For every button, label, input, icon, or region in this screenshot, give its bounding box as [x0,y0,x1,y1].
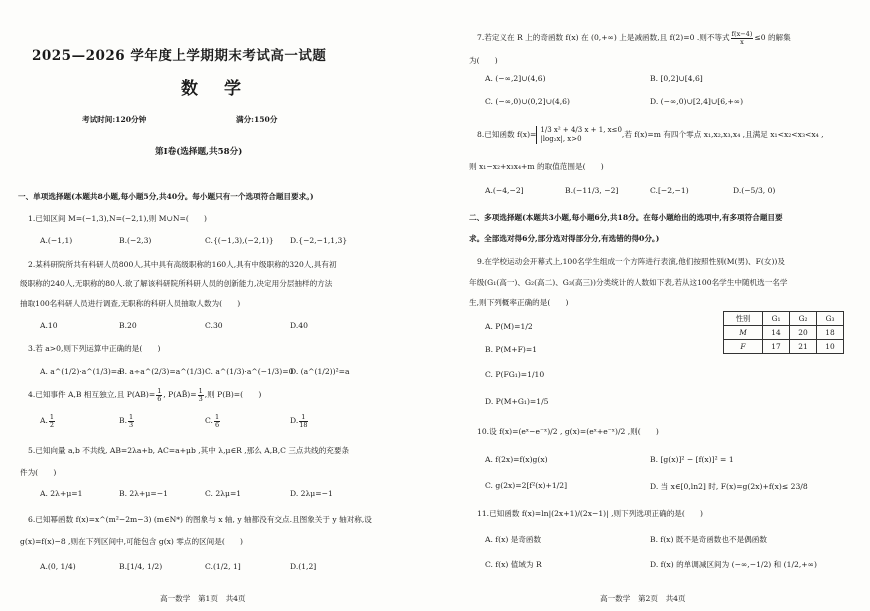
q4-frac-1 [156,388,162,402]
table-cell: F [724,340,763,354]
q4-frac-1-num: 1 [157,387,162,395]
q9-table [723,311,844,354]
q4-b-frac [128,414,134,428]
q10-option-b: B. [g(x)]² − [f(x)]² = 1 [650,455,734,464]
q6-option-b: B.[1/4, 1/2) [119,562,163,571]
q2-option-a: A.10 [40,321,58,330]
table-header-cell: G₃ [817,312,844,326]
q8-option-d: D.(−5/3, 0) [733,186,776,195]
q4-d-num: 1 [299,414,307,422]
q2-line3: 抽取100名科研人员进行调查,无职称的科研人员抽取人数为( ) [20,299,241,308]
q4-b-num: 1 [129,413,134,421]
q8-option-b: B.(−11/3, −2] [565,186,619,195]
page-2 [435,0,870,611]
exam-time: 考试时间:120分钟 [82,115,147,124]
q10-stem: 10.设 f(x)=(eˣ−e⁻ˣ)/2 , g(x)=(eˣ+e⁻ˣ)/2 ,则( ) [477,427,659,436]
q6-option-d: D.(1,2] [290,562,317,571]
table-cell: 14 [763,326,790,340]
q4-option-b [119,414,135,428]
table-cell: 21 [790,340,817,354]
q8-line1 [477,126,824,144]
q1-option-a: A.(−1,1) [40,236,73,245]
q9-line3: 生,则下列概率正确的是( ) [469,298,569,307]
q4-option-d [290,414,309,428]
q7-line1-text: 7.若定义在 R 上的奇函数 f(x) 在 (0,+∞) 上是减函数,且 f(2)=0 .则不等式 [477,33,730,42]
q9-option-d: D. P(M+G₁)=1/5 [485,397,549,406]
q7-ineq-frac [731,31,754,45]
q3-option-d: D. (a^(1/2))²=a [290,367,350,376]
q3-stem: 3.若 a>0,则下列运算中正确的是( ) [28,344,161,353]
table-header-cell: G₂ [790,312,817,326]
q3-option-c: C. a^(1/3)·a^(−1/3)=0 [205,367,294,376]
page-1-footer: 高一数学 第1页 共4页 [160,594,246,603]
q3-option-b: B. a÷a^(2/3)=a^(1/3) [119,367,205,376]
q8-piece-2: |log₂x|, x>0 [540,135,582,144]
q5-option-c: C. 2λμ=1 [205,489,242,498]
q4-c-label: C. [205,416,213,425]
q7-line2: 为( ) [469,56,498,65]
q8-option-a: A.(−4,−2] [485,186,524,195]
q7-ineq-den: x [740,37,744,46]
q8-tail: ,若 f(x)=m 有四个零点 x₁,x₂,x₃,x₄ ,且满足 x₁<x₂<x₃<x₄ , [621,130,824,140]
q7-option-a: A. (−∞,2]∪(4,6) [485,74,546,83]
table-cell: 17 [763,340,790,354]
q4-stem [28,388,261,402]
table-cell: 20 [790,326,817,340]
q4-frac-2-num: 1 [198,387,203,395]
q8-option-c: C.[−2,−1) [650,186,689,195]
q4-d-label: D. [290,416,299,425]
page-2-footer: 高一数学 第2页 共4页 [600,594,686,603]
q9-option-a: A. P(M)=1/2 [485,322,533,331]
table-cell: M [724,326,763,340]
q2-option-d: D.40 [290,321,308,330]
q1-stem: 1.已知区间 M=(−1,3),N=(−2,1),则 M∪N=( ) [28,214,208,223]
q4-d-den: 18 [299,420,308,429]
q3-option-a: A. a^(1/2)·a^(1/3)=a [40,367,122,376]
q5-option-a: A. 2λ+μ=1 [40,489,83,498]
q5-line1: 5.已知向量 a,b 不共线, AB=2λa+b, AC=a+μb ,其中 λ,μ∈R ,那么 A,B,C 三点共线的充要条 [28,446,350,455]
q7-option-d: D. (−∞,0)∪[2,4]∪[6,+∞) [650,97,744,106]
q7-ineq-tail: ≤0 的解集 [754,33,791,42]
q8-piecewise [536,126,621,144]
q4-stem-text: 4.已知事件 A,B 相互独立,且 P(AB)= [28,390,156,399]
table-cell: 18 [817,326,844,340]
q11-option-b: B. f(x) 既不是奇函数也不是偶函数 [650,535,767,544]
section-two-heading-line1: 二、多项选择题(本题共3小题,每小题6分,共18分。在每小题给出的选项中,有多项符合题目要 [469,213,783,222]
q2-line2: 级职称的240人,无职称的80人.欲了解该科研院所科研人员的创新能力,决定用分层抽样的方法 [20,279,333,288]
q4-frac-2-den: 3 [198,394,203,403]
table-header-row [724,312,844,326]
q4-b-label: B. [119,416,127,425]
q4-stem-end: ,则 P(B)=( ) [204,390,262,399]
q9-line2: 年级(G₁(高一)、G₂(高二)、G₃(高三))分类统计的人数如下表,若从这100名学生中随机选一名学 [469,278,788,287]
q6-option-a: A.(0, 1/4) [40,562,76,571]
q11-option-c: C. f(x) 值域为 R [485,560,542,569]
q8-lead: 8.已知函数 f(x)= [477,130,537,140]
q11-option-a: A. f(x) 是奇函数 [485,535,542,544]
q11-stem: 11.已知函数 f(x)=ln|(2x+1)/(2x−1)| ,则下列选项正确的是( ) [477,509,703,518]
q4-a-frac [49,414,55,428]
q4-c-frac [214,414,220,428]
exam-subject: 数学 [181,79,267,99]
q8-piece-1: 1/3 x² + 4/3 x + 1, x≤0 [540,126,622,134]
q2-option-c: C.30 [205,321,223,330]
q4-c-num: 1 [214,413,220,421]
table-header-cell: G₁ [763,312,790,326]
q5-option-d: D. 2λμ=−1 [290,489,333,498]
q4-d-frac [299,414,307,428]
q4-c-den: 6 [214,420,220,429]
q5-option-b: B. 2λ+μ=−1 [119,489,168,498]
q1-option-c: C.{(−1,3),(−2,1)} [205,236,274,245]
q10-option-c: C. g(2x)=2[f²(x)+1/2] [485,481,568,490]
q4-option-c [205,414,221,428]
q7-ineq-num: f(x−4) [731,30,753,38]
q5-line2: 件为( ) [20,468,57,477]
q10-option-a: A. f(2x)=f(x)g(x) [485,455,548,464]
section-two-heading-line2: 求。全部选对得6分,部分选对得部分分,有选错的得0分。) [469,234,660,243]
q4-frac-1-den: 6 [157,394,162,403]
q1-option-d: D.{−2,−1,1,3} [290,236,348,245]
q4-b-den: 3 [129,420,134,429]
q7-line1 [477,31,791,45]
q8-line2: 则 x₁−x₂+x₃x₄+m 的取值范围是( ) [469,162,604,171]
q6-line1: 6.已知幂函数 f(x)=x^(m²−2m−3) (m∈N*) 的图象与 x 轴, y 轴都没有交点.且图象关于 y 轴对称,设 [28,515,372,524]
q11-option-d: D. f(x) 的单调减区间为 (−∞,−1/2) 和 (1/2,+∞) [650,560,817,569]
q1-option-b: B.(−2,3) [119,236,152,245]
q4-a-den: 2 [49,420,55,429]
section-one-heading: 一、单项选择题(本题共8小题,每小题5分,共40分。每小题只有一个选项符合题目要求。) [18,192,314,201]
table-row [724,326,844,340]
q9-option-c: C. P(FG₁)=1/10 [485,370,545,379]
exam-title: 2025—2026 学年度上学期期末考试高一试题 [32,48,327,64]
q6-line2: g(x)=f(x)−8 ,则在下列区间中,可能包含 g(x) 零点的区间是( ) [20,537,243,546]
table-cell: 10 [817,340,844,354]
q4-frac-2 [198,388,204,402]
q7-option-c: C. (−∞,0)∪(0,2]∪(4,6) [485,97,570,106]
q10-option-d: D. 当 x∈[0,ln2] 时, F(x)=g(2x)+f(x)≤ 23/8 [650,482,808,491]
q9-option-b: B. P(M+F)=1 [485,345,538,354]
q4-option-a [40,414,56,428]
q6-option-c: C.(1/2, 1] [205,562,241,571]
q4-stem-mid: , P(AB̄)= [163,390,197,399]
table-row [724,340,844,354]
q7-option-b: B. [0,2]∪[4,6] [650,74,703,83]
full-score: 满分:150分 [236,115,278,124]
q2-option-b: B.20 [119,321,137,330]
q4-a-num: 1 [49,413,55,421]
q4-a-label: A. [40,416,48,425]
table-header-cell: 性别 [724,312,763,326]
q9-line1: 9.在学校运动会开幕式上,100名学生组成一个方阵进行表演,他们按照性别(M(男)、F(女))及 [477,257,785,266]
q2-line1: 2.某科研院所共有科研人员800人,其中具有高级职称的160人,具有中级职称的320人,具有初 [28,260,337,269]
part-one-heading: 第Ⅰ卷(选择题,共58分) [155,147,243,157]
